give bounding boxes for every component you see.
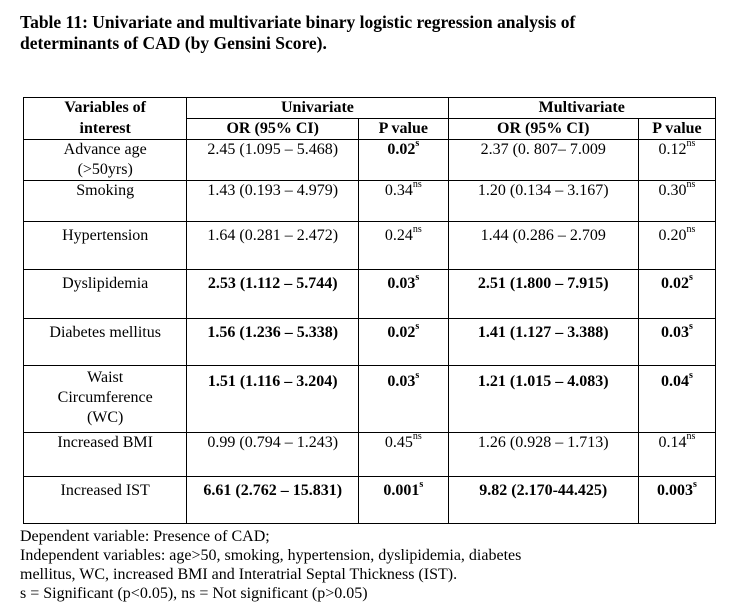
- p-value: 0.003: [657, 482, 694, 499]
- significance-mark: s: [689, 271, 693, 283]
- multivariate-or-cell: 1.21 (1.015 – 4.083): [448, 366, 638, 433]
- significance-mark: s: [415, 137, 420, 149]
- p-value: 0.24: [384, 227, 413, 244]
- multivariate-or-cell: 1.20 (0.134 – 3.167): [448, 181, 638, 222]
- p-value: 0.34: [384, 182, 413, 199]
- significance-mark: s: [415, 271, 420, 283]
- p-value: 0.30: [658, 182, 687, 199]
- univariate-p-cell: [359, 270, 448, 319]
- p-value: 0.20: [658, 227, 687, 244]
- p-value: 0.02: [661, 275, 690, 292]
- p-value: 0.03: [387, 373, 416, 390]
- table-row: [24, 222, 716, 270]
- variables-header-cont: [24, 119, 187, 140]
- p-value: 0.001: [383, 482, 420, 499]
- variable-cell: [24, 366, 187, 433]
- multivariate-or-header: OR (95% CI): [448, 119, 638, 140]
- univariate-p-cell: [359, 137, 448, 181]
- variables-header-line-2: interest: [79, 119, 131, 137]
- table-notes: [20, 527, 710, 603]
- p-value: 0.02: [387, 141, 416, 158]
- multivariate-or-cell: 1.41 (1.127 – 3.388): [448, 319, 638, 366]
- table-row: [24, 140, 716, 181]
- univariate-header: Univariate: [187, 98, 448, 119]
- multivariate-header: Multivariate: [448, 98, 715, 119]
- p-value: 0.03: [661, 324, 690, 341]
- p-value: 0.04: [661, 373, 690, 390]
- note-independent-1: Independent variables: age>50, smoking, hypertension, dyslipidemia, diabetes: [20, 547, 522, 564]
- table-row: [24, 366, 716, 433]
- table-row: [24, 319, 716, 366]
- univariate-or-cell: 2.53 (1.112 – 5.744): [187, 270, 359, 319]
- multivariate-p-cell: [638, 430, 715, 477]
- variable-line-1: Waist: [87, 369, 124, 386]
- table-title-line-2: determinants of CAD (by Gensini Score).: [20, 33, 327, 53]
- univariate-p-cell: [359, 222, 448, 270]
- variable-cell: Increased BMI: [24, 433, 187, 477]
- univariate-p-header: P value: [359, 119, 448, 140]
- univariate-or-header: OR (95% CI): [187, 119, 359, 140]
- significance-mark: s: [689, 320, 693, 332]
- table-title-line-1: Table 11: Univariate and multivariate binary logistic regression analysis of: [20, 12, 576, 32]
- univariate-or-cell: 1.51 (1.116 – 3.204): [187, 366, 359, 433]
- significance-mark: ns: [686, 430, 696, 442]
- univariate-or-cell: 6.61 (2.762 – 15.831): [187, 477, 359, 524]
- significance-mark: ns: [686, 178, 696, 190]
- p-value: 0.03: [387, 275, 416, 292]
- note-significance: s = Significant (p<0.05), ns = Not significant (p>0.05): [20, 585, 368, 602]
- variable-line-2: Circumference: [57, 389, 153, 406]
- univariate-or-cell: 1.43 (0.193 – 4.979): [187, 181, 359, 222]
- table-row: [24, 181, 716, 222]
- p-value: 0.12: [658, 141, 687, 158]
- variables-header-line-1: Variables of: [64, 99, 146, 116]
- multivariate-or-cell: 1.26 (0.928 – 1.713): [448, 433, 638, 477]
- univariate-or-cell: 1.56 (1.236 – 5.338): [187, 319, 359, 366]
- table-row: [24, 433, 716, 477]
- p-value: 0.14: [658, 434, 687, 451]
- significance-mark: s: [415, 320, 420, 332]
- multivariate-or-cell: 2.37 (0. 807– 7.009: [448, 140, 638, 181]
- multivariate-p-cell: [638, 137, 715, 181]
- univariate-or-cell: 0.99 (0.794 – 1.243): [187, 433, 359, 477]
- univariate-p-cell: [359, 319, 448, 366]
- table-row: [24, 270, 716, 319]
- univariate-p-cell: [359, 366, 448, 433]
- header-row-2: [24, 119, 716, 140]
- variable-cell: [24, 140, 187, 181]
- univariate-p-cell: [359, 477, 448, 524]
- variable-line-2: (>50yrs): [77, 161, 133, 178]
- regression-table: [23, 97, 716, 524]
- significance-mark: ns: [686, 137, 696, 149]
- variables-header: [24, 98, 187, 119]
- table-title: [20, 12, 710, 54]
- table-row: [24, 477, 716, 524]
- variable-cell: Smoking: [24, 181, 187, 222]
- multivariate-or-cell: 1.44 (0.286 – 2.709: [448, 222, 638, 270]
- univariate-p-cell: [359, 430, 448, 477]
- variable-cell: Diabetes mellitus: [24, 319, 187, 366]
- p-value: 0.02: [387, 324, 416, 341]
- multivariate-p-cell: [638, 319, 715, 366]
- significance-mark: s: [693, 478, 697, 490]
- header-row-1: [24, 98, 716, 119]
- multivariate-p-cell: [638, 270, 715, 319]
- univariate-or-cell: 2.45 (1.095 – 5.468): [187, 140, 359, 181]
- p-value: 0.45: [384, 434, 413, 451]
- variable-line-3: (WC): [86, 409, 124, 426]
- multivariate-p-cell: [638, 222, 715, 270]
- significance-mark: s: [689, 369, 693, 381]
- multivariate-p-cell: [638, 366, 715, 433]
- multivariate-or-cell: 9.82 (2.170-44.425): [448, 477, 638, 524]
- note-dependent: Dependent variable: Presence of CAD;: [20, 528, 270, 545]
- significance-mark: s: [415, 369, 420, 381]
- variable-cell: Hypertension: [24, 222, 187, 270]
- note-independent-2: mellitus, WC, increased BMI and Interatrial Septal Thickness (IST).: [20, 566, 458, 583]
- significance-mark: ns: [412, 178, 422, 190]
- multivariate-p-cell: [638, 178, 715, 222]
- significance-mark: s: [419, 478, 424, 490]
- variable-cell: Dyslipidemia: [24, 270, 187, 319]
- multivariate-p-header: P value: [638, 119, 715, 140]
- multivariate-p-cell: [638, 477, 715, 524]
- significance-mark: ns: [412, 430, 422, 442]
- univariate-p-cell: [359, 178, 448, 222]
- variable-line-1: Advance age: [63, 141, 147, 158]
- univariate-or-cell: 1.64 (0.281 – 2.472): [187, 222, 359, 270]
- significance-mark: ns: [412, 223, 422, 235]
- significance-mark: ns: [686, 223, 696, 235]
- variable-cell: Increased IST: [24, 477, 187, 524]
- multivariate-or-cell: 2.51 (1.800 – 7.915): [448, 270, 638, 319]
